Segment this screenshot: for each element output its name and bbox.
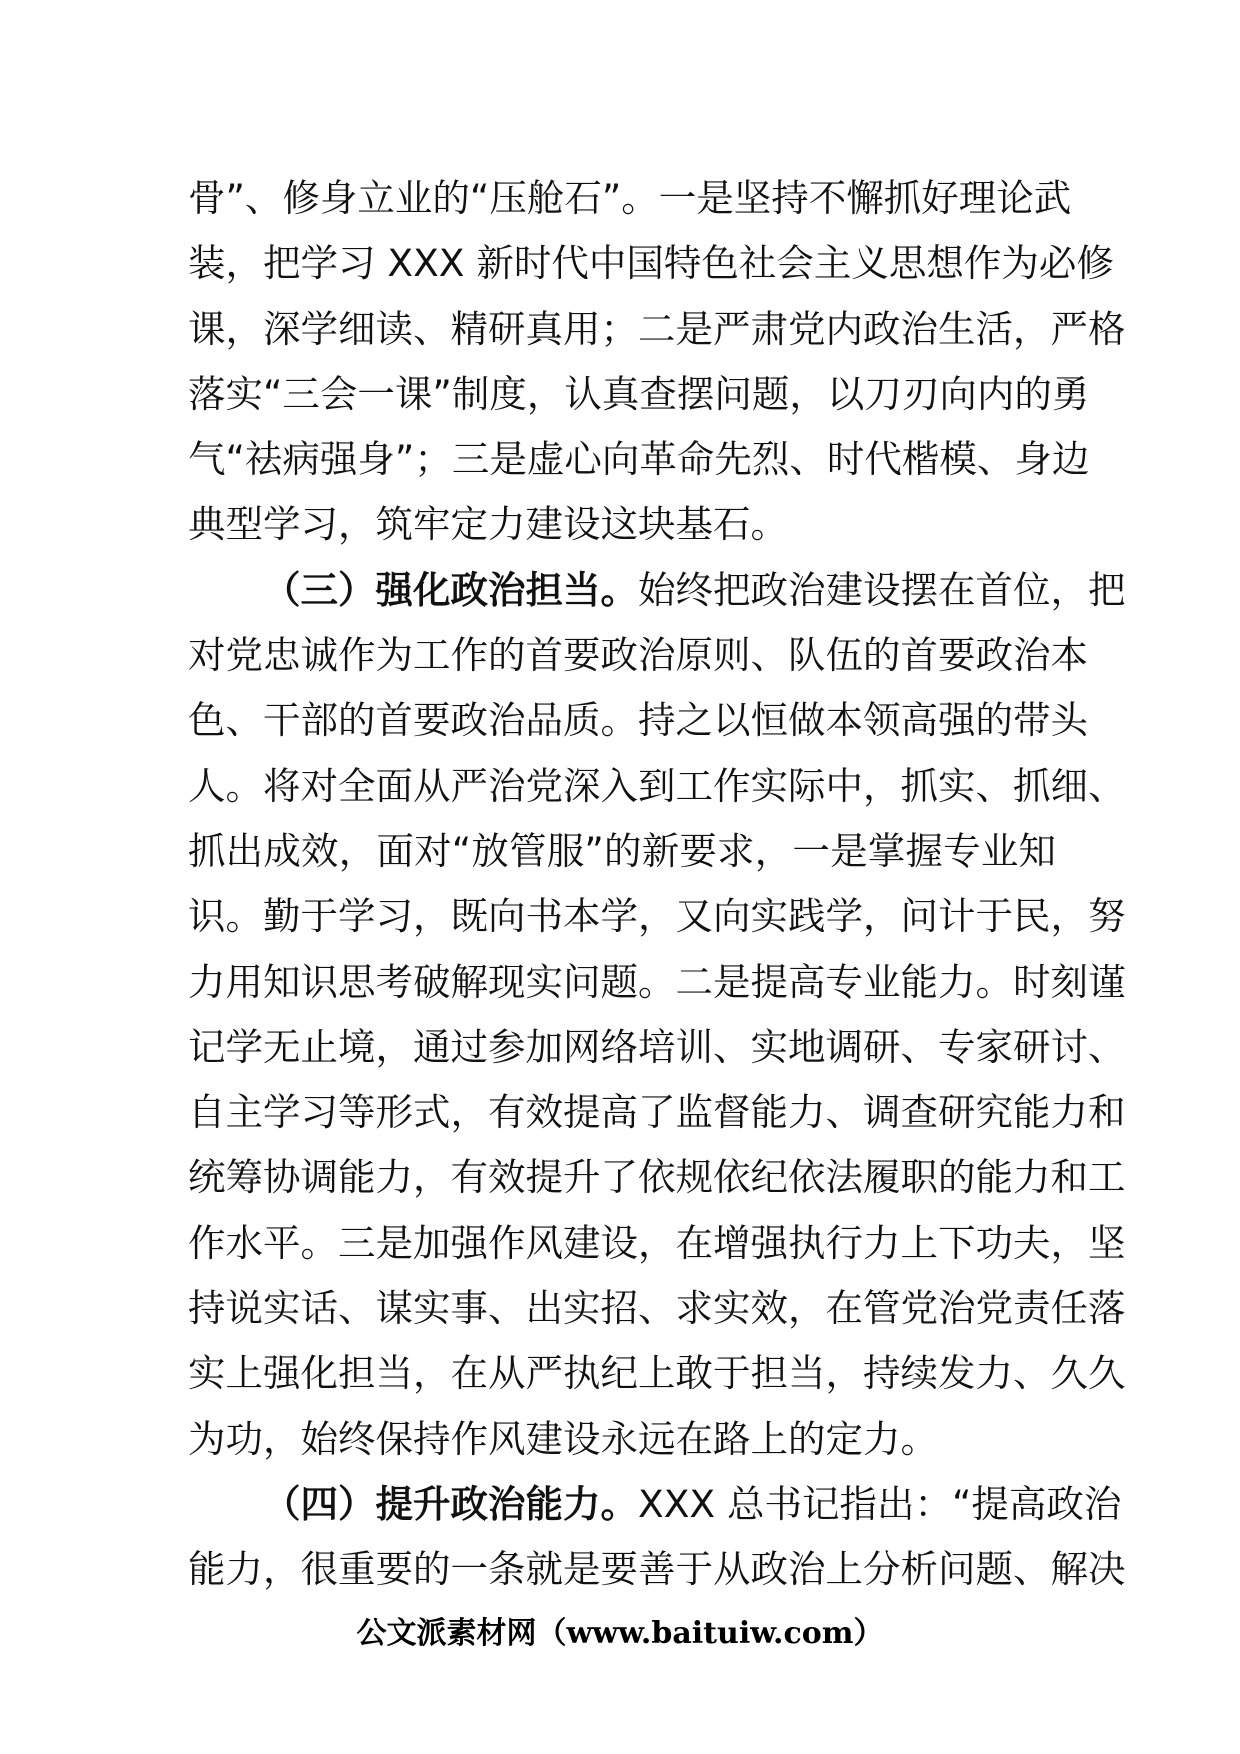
text-line: 识。勤于学习，既向书本学，又向实践学，问计于民，努 <box>188 894 1126 939</box>
text-line: 课，深学细读、精研真用；二是严肃党内政治生活，严格 <box>188 306 1126 351</box>
section-heading-4: （四）提升政治能力。 <box>263 1481 638 1526</box>
document-body <box>188 166 1126 1603</box>
text-line: 装，把学习 XXX 新时代中国特色社会主义思想作为必修 <box>188 241 1114 286</box>
section-heading-3: （三）强化政治担当。 <box>263 567 638 612</box>
text-line: 记学无止境，通过参加网络培训、实地调研、专家研讨、 <box>188 1024 1126 1069</box>
text-line: 色、干部的首要政治品质。持之以恒做本领高强的带头 <box>188 698 1088 743</box>
section-text: XXX 总书记指出：“提高政治 <box>638 1481 1122 1526</box>
text-line: 典型学习，筑牢定力建设这块基石。 <box>188 502 788 547</box>
text-line: 自主学习等形式，有效提高了监督能力、调查研究能力和 <box>188 1090 1126 1135</box>
text-line: 骨”、修身立业的“压舱石”。一是坚持不懈抓好理论武 <box>188 176 1072 220</box>
section-text: 始终把政治建设摆在首位，把 <box>638 567 1126 612</box>
text-line: 作水平。三是加强作风建设，在增强执行力上下功夫，坚 <box>188 1220 1126 1265</box>
text-line: 实上强化担当，在从严执纪上敢于担当，持续发力、久久 <box>188 1351 1126 1396</box>
text-line: 为功，始终保持作风建设永远在路上的定力。 <box>188 1416 938 1461</box>
section-heading-line <box>188 1472 1122 1537</box>
text-line: 持说实话、谋实事、出实招、求实效，在管党治党责任落 <box>188 1286 1126 1331</box>
text-line: 统筹协调能力，有效提升了依规依纪依法履职的能力和工 <box>188 1155 1126 1200</box>
section-heading-line <box>188 558 1126 623</box>
text-line: 抓出成效，面对“放管服”的新要求，一是掌握专业知 <box>188 828 1056 873</box>
text-line: 落实“三会一课”制度，认真查摆问题，以刀刃向内的勇 <box>188 371 1090 416</box>
footer-watermark: 公文派素材网（www.baituiw.com） <box>356 1616 884 1651</box>
text-line: 力用知识思考破解现实问题。二是提高专业能力。时刻谨 <box>188 959 1126 1004</box>
text-line: 对党忠诚作为工作的首要政治原则、队伍的首要政治本 <box>188 633 1088 678</box>
text-line: 气“祛病强身”；三是虚心向革命先烈、时代楷模、身边 <box>188 437 1090 482</box>
text-line: 能力，很重要的一条就是要善于从政治上分析问题、解决 <box>188 1547 1126 1592</box>
text-line: 人。将对全面从严治党深入到工作实际中，抓实、抓细、 <box>188 763 1126 808</box>
